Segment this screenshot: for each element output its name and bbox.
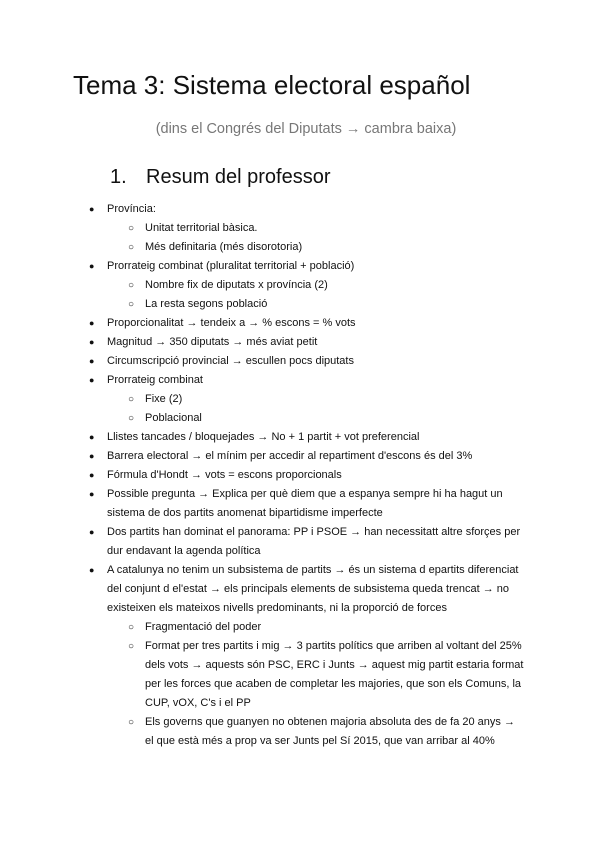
list-item	[0, 637, 600, 713]
list-item-text: Els governs que guanyen no obtenen majoria absoluta des de fa 20 anys →	[145, 716, 515, 728]
list-item	[0, 390, 600, 409]
list-item	[0, 466, 600, 485]
list-item	[0, 447, 600, 466]
list-item	[0, 314, 600, 333]
bullet-icon: ●	[89, 204, 95, 214]
list-item	[0, 485, 600, 523]
list-item	[0, 238, 600, 257]
list-item-text: Magnitud → 350 diputats → més aviat petit	[107, 336, 318, 348]
bullet-icon: ●	[89, 356, 95, 366]
list-item-text: Poblacional	[145, 412, 202, 424]
bullet-icon: ●	[89, 261, 95, 271]
bullet-icon: ●	[89, 451, 95, 461]
list-item	[0, 409, 600, 428]
list-item-text: Barrera electoral → el mínim per accedir al repartiment d'escons és del 3%	[107, 450, 473, 462]
list-item-text: La resta segons població	[145, 298, 268, 310]
bullet-icon: ●	[89, 489, 95, 499]
list-item	[0, 371, 600, 390]
sub-bullet-icon: ○	[128, 223, 135, 234]
list-item	[0, 219, 600, 238]
list-item	[0, 295, 600, 314]
bullet-icon: ●	[89, 375, 95, 385]
page-subtitle: (dins el Congrés del Diputats → cambra baixa)	[155, 121, 457, 137]
list-item	[0, 333, 600, 352]
list-item	[0, 428, 600, 447]
sub-bullet-icon: ○	[128, 280, 135, 291]
bullet-icon: ●	[89, 318, 95, 328]
bullet-icon: ●	[89, 432, 95, 442]
list-item-text: Dos partits han dominat el panorama: PP i PSOE → han necessitatt altre sforçes per	[107, 526, 521, 538]
list-item-text: existeixen els mateixos nivells predominants, ni la proporció de forces	[107, 602, 447, 614]
list-item-text: Fragmentació del poder	[145, 621, 262, 633]
sub-bullet-icon: ○	[128, 622, 135, 633]
list-item	[0, 713, 600, 751]
list-item	[0, 523, 600, 561]
list-item-text: Fórmula d'Hondt → vots = escons proporcionals	[107, 469, 342, 481]
sub-bullet-icon: ○	[128, 717, 135, 728]
list-item	[0, 276, 600, 295]
sub-bullet-icon: ○	[128, 299, 135, 310]
list-item	[0, 352, 600, 371]
list-item-text: Unitat territorial bàsica.	[145, 222, 258, 234]
list-item	[0, 200, 600, 219]
sub-bullet-icon: ○	[128, 242, 135, 253]
list-item-text: Llistes tancades / bloquejades → No + 1 partit + vot preferencial	[107, 431, 420, 443]
list-item-text: dels vots → aquests són PSC, ERC i Junts → aquest mig partit estaria format	[145, 659, 524, 671]
list-item-text: sistema de dos partits anomenat bipartidisme imperfecte	[107, 507, 383, 519]
list-item-text: Nombre fix de diputats x província (2)	[145, 279, 328, 291]
list-item-text: Província:	[107, 203, 156, 215]
list-item-text: Prorrateig combinat	[107, 374, 203, 386]
list-item-text: Possible pregunta → Explica per què diem que a espanya sempre hi ha hagut un	[107, 488, 503, 500]
section-number: 1.	[110, 166, 127, 188]
list-item	[0, 561, 600, 618]
list-item-text: Més definitaria (més disorotoria)	[145, 241, 303, 253]
section-heading	[110, 166, 331, 189]
list-item-text: CUP, vOX, C's i el PP	[145, 697, 251, 709]
list-item-text: del conjunt d el'estat → els principals elements de subsistema queda trencat → no	[107, 583, 509, 595]
sub-bullet-icon: ○	[128, 394, 135, 405]
list-item-text: Format per tres partits i mig → 3 partits polítics que arriben al voltant del 25%	[145, 640, 522, 652]
bullet-icon: ●	[89, 527, 95, 537]
list-item-text: Fixe (2)	[145, 393, 183, 405]
list-item	[0, 257, 600, 276]
bullet-icon: ●	[89, 337, 95, 347]
list-item-text: Prorrateig combinat (pluralitat territorial + població)	[107, 260, 355, 272]
section-title: Resum del professor	[146, 166, 331, 188]
sub-bullet-icon: ○	[128, 641, 135, 652]
bullet-list	[0, 200, 600, 751]
list-item-text: el que està més a prop va ser Junts pel Sí 2015, que van arribar al 40%	[145, 735, 495, 747]
list-item-text: Proporcionalitat → tendeix a → % escons = % vots	[107, 317, 356, 329]
sub-bullet-icon: ○	[128, 413, 135, 424]
bullet-icon: ●	[89, 470, 95, 480]
list-item-text: per les forces que acaben de completar les majories, que son els Comuns, la	[145, 678, 522, 690]
list-item-text: Circumscripció provincial → escullen pocs diputats	[107, 355, 354, 367]
bullet-icon: ●	[89, 565, 95, 575]
list-item-text: dur endavant la agenda política	[107, 545, 261, 557]
list-item	[0, 618, 600, 637]
page-title: Tema 3: Sistema electoral español	[73, 70, 471, 100]
list-item-text: A catalunya no tenim un subsistema de partits → és un sistema d epartits diferenciat	[107, 564, 519, 576]
